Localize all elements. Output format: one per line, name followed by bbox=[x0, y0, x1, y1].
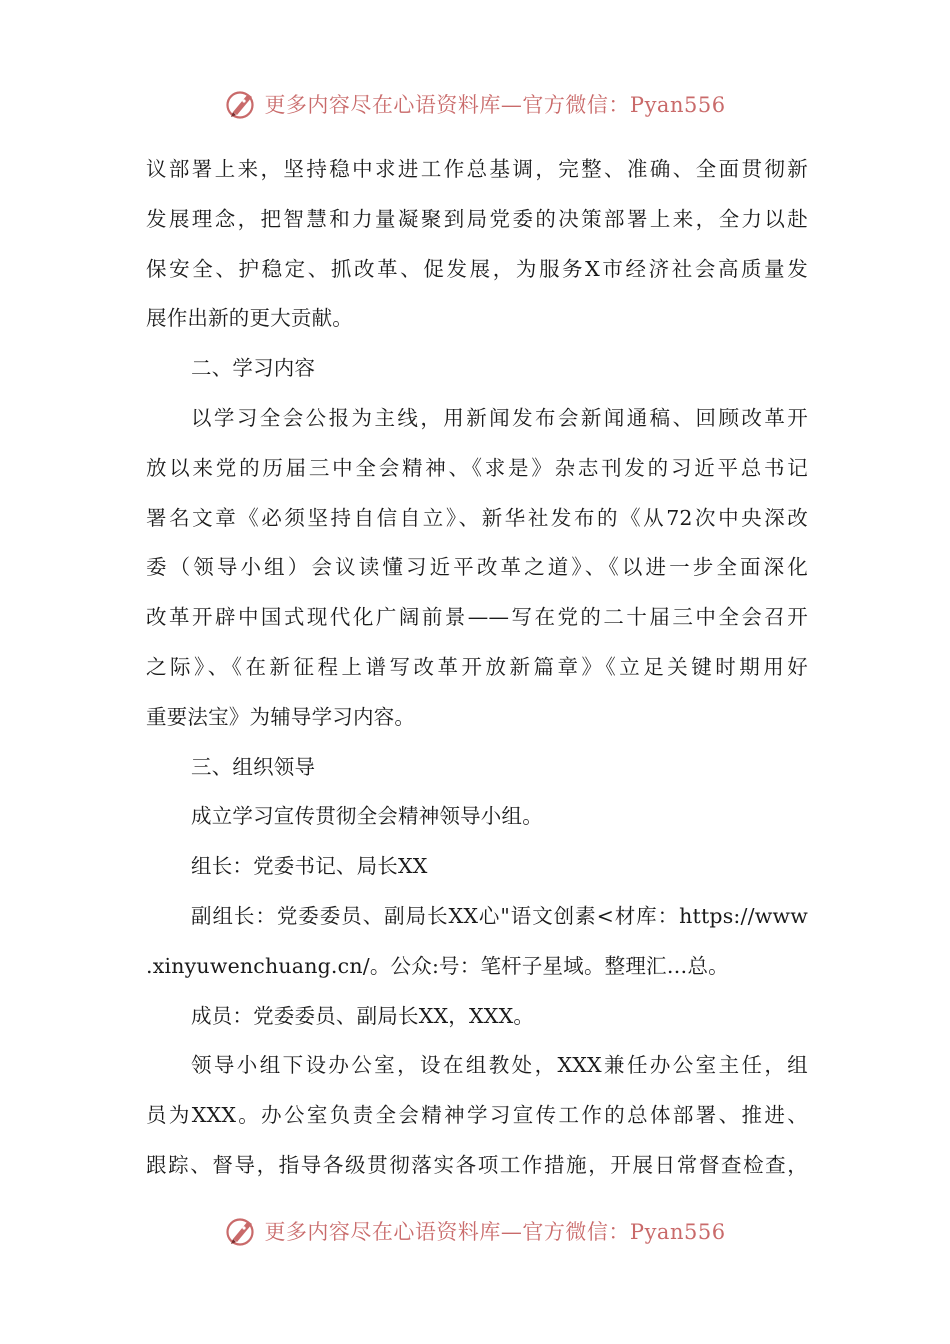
text-line: 议部署上来，坚持稳中求进工作总基调，完整、准确、全面贯彻新 bbox=[146, 157, 808, 181]
text-line: 发展理念，把智慧和力量凝聚到局党委的决策部署上来，全力以赴 bbox=[146, 206, 808, 231]
pen-logo-icon bbox=[224, 87, 258, 121]
watermark-text: 更多内容尽在心语资料库—官方微信：Pyan556 bbox=[264, 93, 726, 117]
text-line: 展作出新的更大贡献。 bbox=[146, 306, 353, 331]
pen-logo-icon bbox=[224, 1214, 258, 1248]
text-line: 之际》、《在新征程上谱写改革开放新篇章》《立足关键时期用好 bbox=[146, 654, 808, 679]
text-line: 改革开辟中国式现代化广阔前景——写在党的二十届三中全会召开 bbox=[146, 605, 808, 630]
text-line: 成立学习宣传贯彻全会精神领导小组。 bbox=[191, 804, 543, 829]
text-line: 组长：党委书记、局长XX bbox=[191, 854, 428, 879]
text-line: 以学习全会公报为主线，用新闻发布会新闻通稿、回顾改革开 bbox=[191, 405, 808, 430]
text-line: 跟踪、督导，指导各级贯彻落实各项工作措施，开展日常督查检查， bbox=[146, 1152, 808, 1177]
text-line: 领导小组下设办公室，设在组教处，XXX兼任办公室主任，组 bbox=[191, 1053, 808, 1078]
text-line: 放以来党的历届三中全会精神、《求是》杂志刊发的习近平总书记 bbox=[146, 455, 808, 480]
text-line: 署名文章《必须坚持自信自立》、新华社发布的《从72次中央深改 bbox=[146, 505, 808, 530]
text-line: .xinyuwenchuang.cn/。公众:号：笔杆子星域。整理汇…总。 bbox=[146, 953, 729, 978]
watermark-banner-top bbox=[0, 84, 950, 124]
text-line: 委（领导小组）会议读懂习近平改革之道》、《以进一步全面深化 bbox=[146, 555, 808, 580]
text-line: 重要法宝》为辅导学习内容。 bbox=[146, 704, 416, 729]
watermark-text: 更多内容尽在心语资料库—官方微信：Pyan556 bbox=[264, 1220, 726, 1244]
document-body bbox=[146, 145, 808, 1191]
text-line: 二、学习内容 bbox=[191, 356, 316, 381]
text-line: 员为XXX。办公室负责全会精神学习宣传工作的总体部署、推进、 bbox=[146, 1103, 808, 1128]
text-line: 保安全、护稳定、抓改革、促发展，为服务X市经济社会高质量发 bbox=[146, 256, 808, 281]
watermark-banner-bottom bbox=[0, 1211, 950, 1251]
text-line: 成员：党委委员、副局长XX，XXX。 bbox=[191, 1003, 535, 1028]
text-line: 副组长：党委委员、副局长XX心"语文创素<材库：https://www bbox=[191, 903, 808, 928]
text-line: 三、组织领导 bbox=[191, 754, 316, 779]
